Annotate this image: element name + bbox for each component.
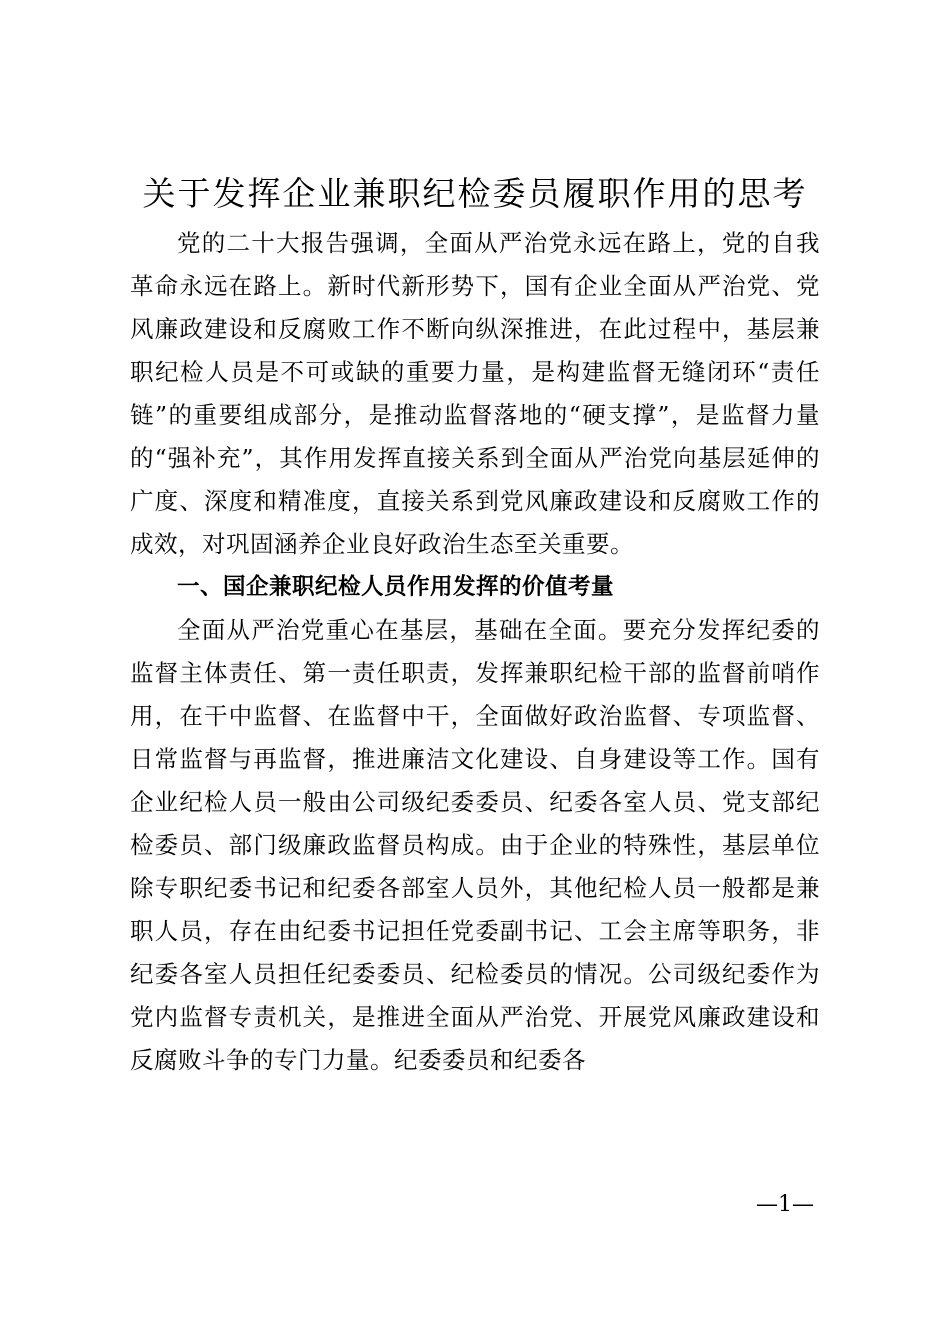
- section-heading: 一、国企兼职纪检人员作用发挥的价值考量: [177, 574, 615, 600]
- intro-paragraph: 党的二十大报告强调，全面从严治党永远在路上，党的自我革命永远在路上。新时代新形势下，国有企业全面从严治党、党风廉政建设和反腐败工作不断向纵深推进，在此过程中，基层兼职纪检人员是不可或缺的重要力量，是构建监督无缝闭环“责任链”的重要组成部分，是推动监督落地的“硬支撑”，是监督力量的“强补充”，其作用发挥直接关系到全面从严治党向基层延伸的广度、深度和精准度，直接关系到党风廉政建设和反腐败工作的成效，对巩固涵养企业良好政治生态至关重要。: [130, 229, 820, 558]
- page-title: 关于发挥企业兼职纪检委员履职作用的思考: [142, 174, 808, 213]
- document-body: [130, 222, 820, 1082]
- section-paragraph: 全面从严治党重心在基层，基础在全面。要充分发挥纪委的监督主体责任、第一责任职责，发挥兼职纪检干部的监督前哨作用，在干中监督、在监督中干，全面做好政治监督、专项监督、日常监督与再监督，推进廉洁文化建设、自身建设等工作。国有企业纪检人员一般由公司级纪委委员、纪委各室人员、党支部纪检委员、部门级廉政监督员构成。由于企业的特殊性，基层单位除专职纪委书记和纪委各部室人员外，其他纪检人员一般都是兼职人员，存在由纪委书记担任党委副书记、工会主席等职务，非纪委各室人员担任纪委委员、纪检委员的情况。公司级纪委作为党内监督专责机关，是推进全面从严治党、开展党风廉政建设和反腐败斗争的专门力量。纪委委员和纪委各: [130, 616, 820, 1074]
- page-number: —1—: [756, 1192, 814, 1217]
